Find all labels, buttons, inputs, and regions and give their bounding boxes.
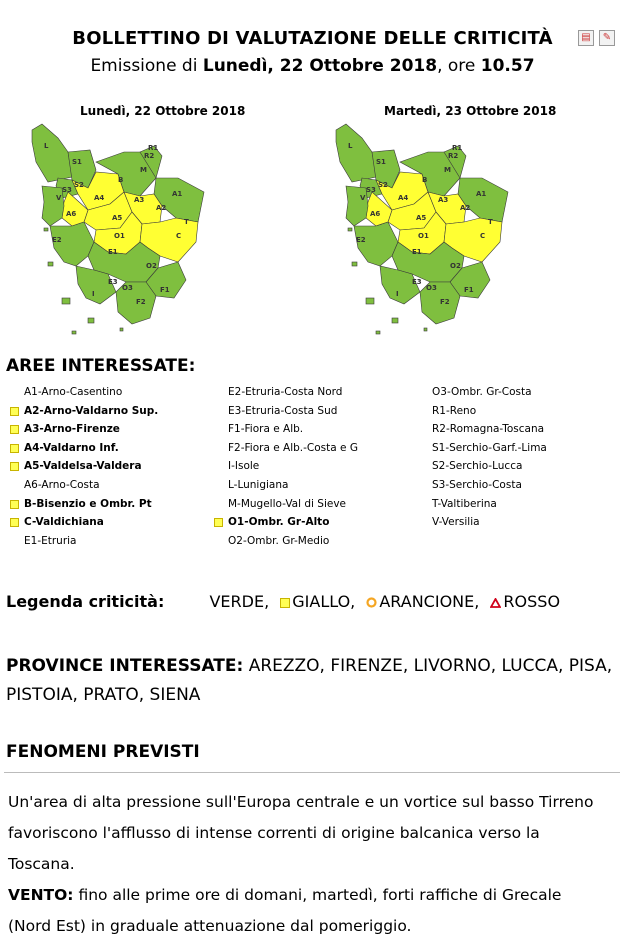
area-item-label: T-Valtiberina — [432, 497, 497, 510]
svg-text:E2: E2 — [356, 236, 366, 244]
area-item-label: S3-Serchio-Costa — [432, 478, 522, 491]
svg-text:E2: E2 — [52, 236, 62, 244]
area-item — [8, 477, 158, 496]
area-item-label: O2-Ombr. Gr-Medio — [228, 534, 330, 547]
svg-text:V: V — [56, 194, 62, 202]
svg-text:R1: R1 — [452, 144, 463, 152]
svg-text:S3: S3 — [366, 186, 376, 194]
svg-text:L: L — [44, 142, 49, 150]
area-item-label: A3-Arno-Firenze — [24, 423, 120, 436]
vento-label: VENTO: — [8, 886, 74, 904]
area-item — [416, 384, 547, 403]
area-item-label: S2-Serchio-Lucca — [432, 460, 523, 473]
area-item-label: C-Valdichiana — [24, 516, 104, 529]
legend-arancione: ARANCIONE, — [379, 592, 480, 611]
svg-text:O3: O3 — [122, 284, 133, 292]
svg-text:A3: A3 — [134, 196, 145, 204]
aree-heading: AREE INTERESSATE: — [6, 356, 196, 376]
area-item — [8, 458, 158, 477]
area-item — [212, 440, 358, 459]
svg-text:A5: A5 — [416, 214, 427, 222]
area-item-label: S1-Serchio-Garf.-Lima — [432, 441, 547, 454]
emission-line — [0, 56, 625, 76]
svg-text:F1: F1 — [160, 286, 170, 294]
area-item-label: R2-Romagna-Toscana — [432, 423, 545, 436]
aree-column-2 — [212, 384, 358, 551]
area-item — [212, 458, 358, 477]
red-triangle-icon — [490, 593, 501, 612]
svg-text:C: C — [176, 232, 182, 240]
yellow-square-icon — [10, 462, 19, 471]
emission-time: 10.57 — [480, 56, 535, 76]
yellow-square-icon — [10, 407, 19, 416]
vento-text: fino alle prime ore di domani, martedì, forti raffiche di Grecale (Nord Est) in graduale attenuazione dal pomeriggio. — [8, 886, 562, 935]
area-item — [8, 514, 158, 533]
province-interessate — [6, 652, 621, 710]
map-zones — [32, 124, 204, 334]
svg-text:A4: A4 — [94, 194, 105, 202]
svg-text:O2: O2 — [450, 262, 461, 270]
svg-text:I: I — [396, 290, 399, 298]
svg-text:O3: O3 — [426, 284, 437, 292]
area-item-label: A4-Valdarno Inf. — [24, 441, 119, 454]
svg-text:A6: A6 — [66, 210, 77, 218]
yellow-square-icon — [10, 500, 19, 509]
area-item — [8, 533, 158, 552]
criticality-map-day2 — [332, 122, 522, 337]
area-item — [416, 403, 547, 422]
area-item — [212, 403, 358, 422]
criticality-map-day1 — [28, 122, 218, 337]
svg-text:T: T — [184, 218, 189, 226]
yellow-square-icon — [10, 444, 19, 453]
area-item — [8, 440, 158, 459]
emission-date: Lunedì, 22 Ottobre 2018 — [202, 56, 438, 76]
svg-text:A3: A3 — [438, 196, 449, 204]
area-item — [212, 533, 358, 552]
svg-text:S2: S2 — [378, 181, 388, 189]
svg-text:E1: E1 — [108, 248, 118, 256]
svg-text:O1: O1 — [114, 232, 125, 240]
area-item — [416, 440, 547, 459]
toolbar — [578, 30, 615, 46]
area-item — [212, 514, 358, 533]
svg-text:I: I — [92, 290, 95, 298]
emission-prefix: Emissione di — [90, 56, 203, 76]
svg-text:O1: O1 — [418, 232, 429, 240]
svg-text:F1: F1 — [464, 286, 474, 294]
area-item — [8, 403, 158, 422]
area-item-label: A1-Arno-Casentino — [24, 386, 123, 398]
svg-text:A6: A6 — [370, 210, 381, 218]
svg-text:A1: A1 — [172, 190, 183, 198]
area-item — [8, 496, 158, 515]
aree-column-1 — [8, 384, 158, 551]
svg-text:E1: E1 — [412, 248, 422, 256]
area-item-label: A2-Arno-Valdarno Sup. — [24, 404, 159, 417]
area-item-label: R1-Reno — [432, 404, 477, 417]
svg-text:R2: R2 — [448, 152, 459, 160]
area-item-label: O3-Ombr. Gr-Costa — [432, 386, 532, 398]
svg-text:S1: S1 — [376, 158, 386, 166]
area-item-label: V-Versilia — [432, 516, 480, 529]
orange-circle-icon — [366, 593, 377, 612]
area-item-label: F2-Fiora e Alb.-Costa e G — [228, 441, 358, 454]
legend-rosso: ROSSO — [503, 592, 561, 611]
map-label-day1: Lunedì, 22 Ottobre 2018 — [80, 104, 246, 118]
svg-text:S3: S3 — [62, 186, 72, 194]
svg-text:E3: E3 — [108, 278, 118, 286]
yellow-square-icon — [10, 425, 19, 434]
svg-text:B: B — [118, 176, 124, 184]
svg-text:A4: A4 — [398, 194, 409, 202]
area-item-label: B-Bisenzio e Ombr. Pt — [24, 497, 152, 510]
area-item — [416, 458, 547, 477]
svg-text:A2: A2 — [156, 204, 167, 212]
bulletin-title: BOLLETTINO DI VALUTAZIONE DELLE CRITICITÀ — [72, 28, 553, 49]
yellow-square-icon — [280, 593, 290, 612]
svg-text:L: L — [348, 142, 353, 150]
svg-text:C: C — [480, 232, 486, 240]
area-item-label: E3-Etruria-Costa Sud — [228, 404, 338, 417]
area-item-label: M-Mugello-Val di Sieve — [228, 497, 347, 510]
legend-label: Legenda criticità: — [6, 592, 165, 611]
area-item-label: E1-Etruria — [24, 534, 77, 547]
svg-text:F2: F2 — [440, 298, 450, 306]
area-item — [8, 421, 158, 440]
area-item — [416, 421, 547, 440]
legend — [6, 592, 560, 612]
fenomeni-paragraph: Un'area di alta pressione sull'Europa centrale e un vortice sul basso Tirreno favoriscono l'afflusso di intense correnti di origine balcanica verso la Toscana. — [8, 793, 594, 873]
area-item — [212, 384, 358, 403]
svg-text:T: T — [488, 218, 493, 226]
area-item — [416, 496, 547, 515]
svg-text:M: M — [444, 166, 451, 174]
area-item-label: A6-Arno-Costa — [24, 478, 100, 491]
svg-text:A1: A1 — [476, 190, 487, 198]
svg-text:R2: R2 — [144, 152, 155, 160]
svg-text:M: M — [140, 166, 147, 174]
svg-text:A5: A5 — [112, 214, 123, 222]
area-item-label: E2-Etruria-Costa Nord — [228, 386, 343, 398]
area-item — [8, 384, 158, 403]
area-item — [212, 421, 358, 440]
legend-verde: VERDE, — [209, 592, 270, 611]
area-item — [212, 477, 358, 496]
emission-mid: , ore — [437, 56, 481, 76]
fenomeni-text — [8, 787, 608, 942]
area-item-label: L-Lunigiana — [228, 478, 289, 491]
svg-text:S1: S1 — [72, 158, 82, 166]
yellow-square-icon — [214, 518, 223, 527]
province-label: PROVINCE INTERESSATE: — [6, 656, 244, 676]
area-item-label: I-Isole — [228, 460, 260, 473]
yellow-square-icon — [10, 518, 19, 527]
aree-column-3 — [416, 384, 547, 533]
area-item-label: O1-Ombr. Gr-Alto — [228, 516, 330, 529]
svg-text:A2: A2 — [460, 204, 471, 212]
map-zones — [336, 124, 508, 334]
area-item-label: F1-Fiora e Alb. — [228, 423, 304, 436]
svg-text:O2: O2 — [146, 262, 157, 270]
area-item — [212, 496, 358, 515]
fenomeni-heading: FENOMENI PREVISTI — [6, 742, 200, 762]
svg-text:B: B — [422, 176, 428, 184]
section-divider — [4, 772, 620, 773]
svg-text:S2: S2 — [74, 181, 84, 189]
area-item — [416, 477, 547, 496]
svg-text:F2: F2 — [136, 298, 146, 306]
province-list: AREZZO, FIRENZE, LIVORNO, LUCCA, PISA, PISTOIA, PRATO, SIENA — [6, 656, 613, 705]
area-item — [416, 514, 547, 533]
area-item-label: A5-Valdelsa-Valdera — [24, 460, 142, 473]
svg-text:R1: R1 — [148, 144, 159, 152]
svg-text:E3: E3 — [412, 278, 422, 286]
map-label-day2: Martedì, 23 Ottobre 2018 — [384, 104, 557, 118]
pdf-icon[interactable]: ✎ — [599, 30, 615, 46]
svg-text:V: V — [360, 194, 366, 202]
legend-giallo: GIALLO, — [292, 592, 356, 611]
print-icon[interactable]: ▤ — [578, 30, 594, 46]
